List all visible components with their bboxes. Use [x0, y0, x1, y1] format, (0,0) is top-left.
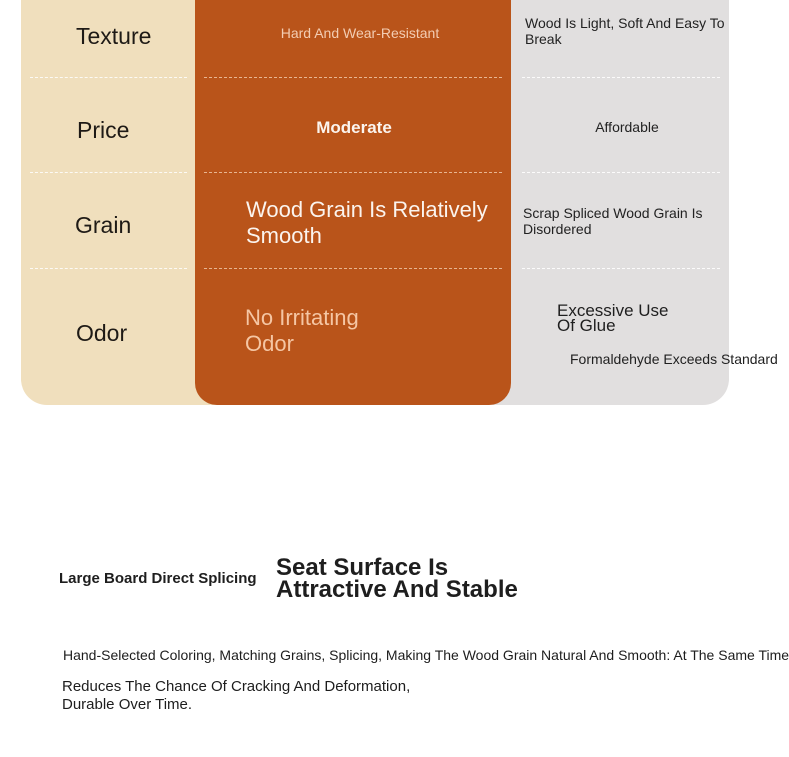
row-divider [30, 172, 187, 173]
other-texture-value: Wood Is Light, Soft And Easy To Break [525, 15, 725, 47]
feature-desc-line3: Durable Over Time. [62, 696, 193, 713]
feature-title-line2: Attractive And Stable [276, 576, 518, 603]
row-divider [522, 172, 720, 173]
row-divider [522, 77, 720, 78]
ours-grain-value: Wood Grain Is Relatively Smooth [246, 197, 488, 248]
row-divider [204, 268, 502, 269]
comparison-right-column [480, 0, 729, 405]
other-grain-value: Scrap Spliced Wood Grain Is Disordered [523, 205, 703, 237]
feature-desc-line2: Reduces The Chance Of Cracking And Deformation, [62, 678, 411, 695]
row-divider [30, 268, 187, 269]
ours-odor-value: No Irritating Odor [245, 305, 359, 356]
row-label-grain: Grain [75, 212, 132, 238]
ours-price-value: Moderate [316, 118, 392, 137]
row-divider [204, 172, 502, 173]
ours-texture-value: Hard And Wear-Resistant [280, 25, 440, 41]
other-price-value: Affordable [595, 119, 659, 135]
row-label-odor: Odor [76, 320, 128, 346]
row-divider [522, 268, 720, 269]
row-label-texture: Texture [76, 23, 152, 49]
feature-title-line1: Seat Surface Is [276, 554, 449, 581]
feature-desc-line1: Hand-Selected Coloring, Matching Grains, Splicing, Making The Wood Grain Natural And Smooth: At The Same Time [63, 647, 789, 663]
other-odor-value: Excessive Use Of Glue [557, 301, 669, 335]
row-label-price: Price [77, 117, 130, 143]
feature-tag: Large Board Direct Splicing [59, 570, 257, 587]
row-divider [30, 77, 187, 78]
feature-title [276, 554, 518, 603]
feature-desc-rest [62, 678, 410, 714]
other-odor-extra: Formaldehyde Exceeds Standard [570, 351, 778, 367]
row-divider [204, 77, 502, 78]
